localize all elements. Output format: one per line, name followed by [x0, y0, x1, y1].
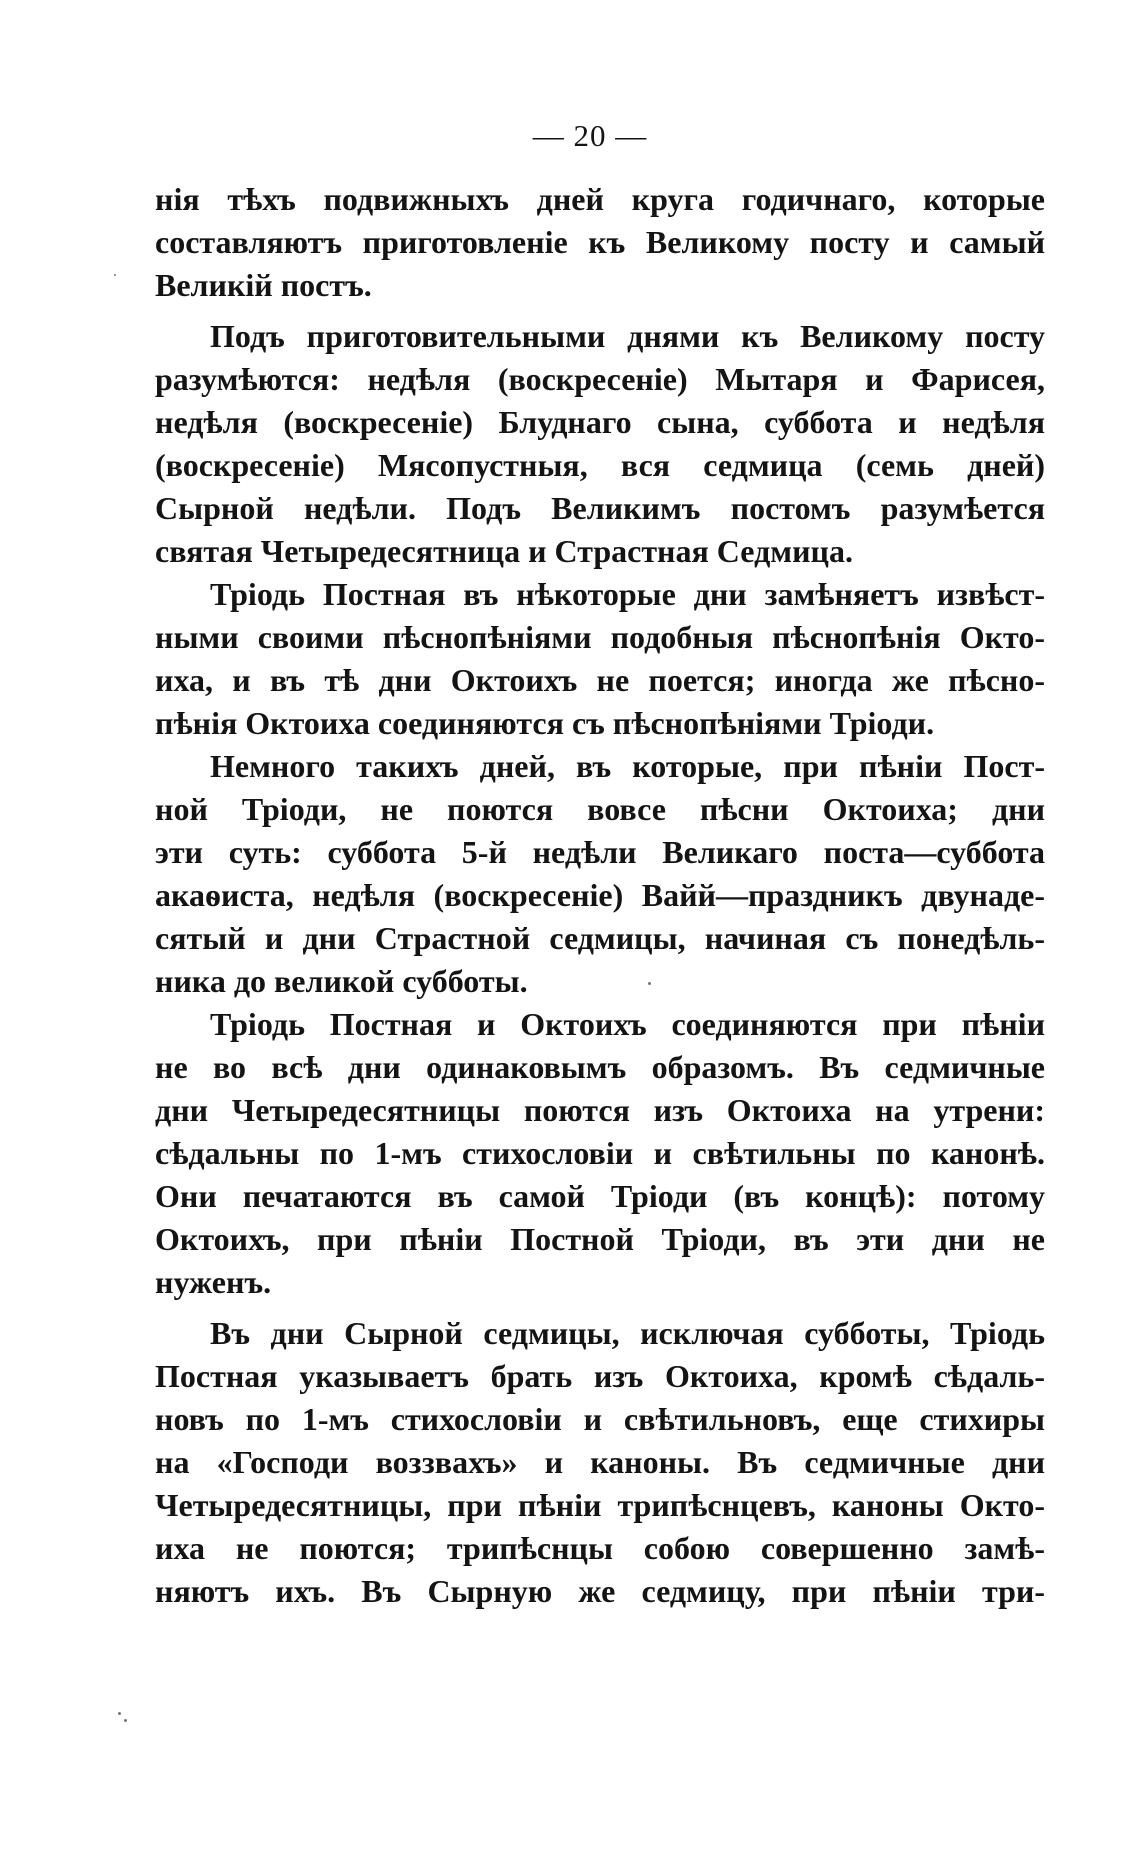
- text-line: Четыредесятницы, при пѣніи трипѣснцевъ, каноны Окто-: [155, 1487, 1045, 1523]
- paragraph-1: [155, 178, 1045, 307]
- page-number: — 20 —: [532, 118, 648, 153]
- text-line: не во всѣ дни одинаковымъ образомъ. Въ седмичные: [155, 1049, 1045, 1085]
- text-line: пѣнія Октоиха соединяются съ пѣснопѣніями Тріоди.: [155, 705, 935, 741]
- text-line: акаѳиста, недѣля (воскресеніе) Вайй—праздникъ двунаде-: [155, 877, 1045, 913]
- text-line: сѣдальны по 1-мъ стихословіи и свѣтильны по канонѣ.: [155, 1135, 1045, 1171]
- text-line: Тріодь Постная въ нѣкоторые дни замѣняетъ извѣст-: [210, 576, 1045, 612]
- paper-speck: [118, 1712, 121, 1715]
- text-line: составляютъ приготовленіе къ Великому посту и самый: [155, 224, 1045, 260]
- body-text: [155, 178, 1045, 1613]
- text-line: эти суть: суббота 5-й недѣли Великаго поста—суббота: [155, 834, 1045, 870]
- paper-speck: [114, 274, 116, 276]
- text-line: (воскресеніе) Мясопустныя, вся седмица (семь дней): [155, 447, 1045, 483]
- text-line: Они печатаются въ самой Тріоди (въ концѣ): потому: [155, 1178, 1045, 1214]
- text-line: иха не поются; трипѣснцы собою совершенно замѣ-: [155, 1530, 1045, 1566]
- text-line: нія тѣхъ подвижныхъ дней круга годичнаго, которые: [155, 181, 1045, 217]
- text-line: Немного такихъ дней, въ которые, при пѣніи Пост-: [210, 748, 1045, 784]
- paragraph-6: [155, 1312, 1045, 1613]
- text-line: ными своими пѣснопѣніями подобныя пѣснопѣнія Окто-: [155, 619, 1045, 655]
- text-line: новъ по 1-мъ стихословіи и свѣтильновъ, еще стихиры: [155, 1401, 1045, 1437]
- text-line: сятый и дни Страстной седмицы, начиная съ понедѣль-: [155, 920, 1045, 956]
- text-line: на «Господи воззвахъ» и каноны. Въ седмичные дни: [155, 1444, 1045, 1480]
- text-line: Великій постъ.: [155, 267, 372, 303]
- paragraph-3: [155, 573, 1045, 745]
- paragraph-5: [155, 1003, 1045, 1304]
- text-line: ника до великой субботы.: [155, 963, 528, 999]
- text-line: Подъ приготовительными днями къ Великому посту: [210, 318, 1045, 354]
- text-line: Октоихъ, при пѣніи Постной Тріоди, въ эти дни не: [155, 1221, 1045, 1257]
- text-line: Въ дни Сырной седмицы, исключая субботы, Тріодь: [210, 1315, 1045, 1351]
- text-line: Тріодь Постная и Октоихъ соединяются при пѣніи: [210, 1006, 1045, 1042]
- text-line: Сырной недѣли. Подъ Великимъ постомъ разумѣется: [155, 490, 1045, 526]
- text-line: няютъ ихъ. Въ Сырную же седмицу, при пѣніи три-: [155, 1573, 1045, 1609]
- paragraph-2: [155, 315, 1045, 573]
- text-line: святая Четыредесятница и Страстная Седмица.: [155, 533, 853, 569]
- text-line: разумѣются: недѣля (воскресеніе) Мытаря и Фарисея,: [155, 361, 1045, 397]
- text-line: недѣля (воскресеніе) Блуднаго сына, суббота и недѣля: [155, 404, 1045, 440]
- text-line: Постная указываетъ брать изъ Октоиха, кромѣ сѣдаль-: [155, 1358, 1045, 1394]
- text-line: дни Четыредесятницы поются изъ Октоиха на утрени:: [155, 1092, 1045, 1128]
- paper-speck: [124, 1719, 127, 1722]
- text-line: ной Тріоди, не поются вовсе пѣсни Октоиха; дни: [155, 791, 1045, 827]
- text-line: иха, и въ тѣ дни Октоихъ не поется; иногда же пѣсно-: [155, 662, 1045, 698]
- paragraph-4: [155, 745, 1045, 1003]
- text-line: нуженъ.: [155, 1264, 272, 1300]
- paper-speck: [648, 982, 651, 985]
